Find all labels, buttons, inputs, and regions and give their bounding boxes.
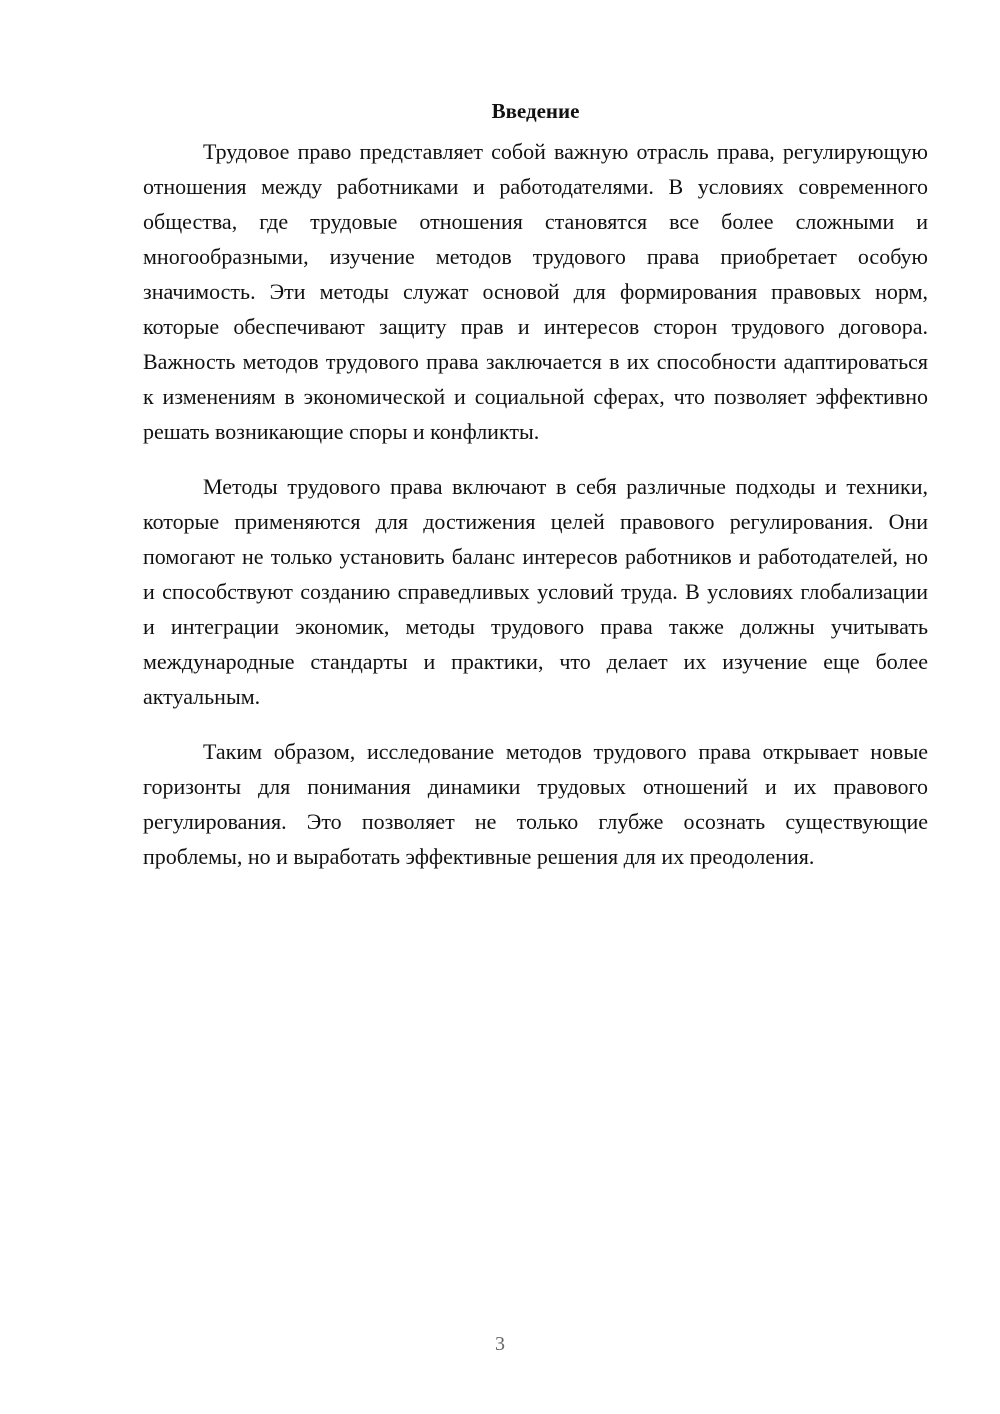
section-title: Введение: [491, 99, 580, 123]
paragraph-2: Методы трудового права включают в себя различные подходы и техники, которые применяются для достижения целей правового регулирования. Они помогают не только установить баланс интересов работников и работодателей, но и способствуют созданию справедливых условий труда. В условиях глобализации и интеграции экономик, методы трудового права также должны учитывать международные стандарты и практики, что делает их изучение еще более актуальным.: [143, 474, 928, 709]
page-number: 3: [495, 1333, 505, 1355]
paragraph-1: Трудовое право представляет собой важную отрасль права, регулирующую отношения между работниками и работодателями. В условиях современного общества, где трудовые отношения становятся все более сложными и многообразными, изучение методов трудового права приобретает особую значимость. Эти методы служат основой для формирования правовых норм, которые обеспечивают защиту прав и интересов сторон трудового договора. Важность методов трудового права заключается в их способности адаптироваться к изменениям в экономической и социальной сферах, что позволяет эффективно решать возникающие споры и конфликты.: [143, 139, 928, 444]
page-content: [143, 96, 928, 894]
paragraph-3: Таким образом, исследование методов трудового права открывает новые горизонты для понимания динамики трудовых отношений и их правового регулирования. Это позволяет не только глубже осознать существующие проблемы, но и выработать эффективные решения для их преодоления.: [143, 739, 928, 869]
